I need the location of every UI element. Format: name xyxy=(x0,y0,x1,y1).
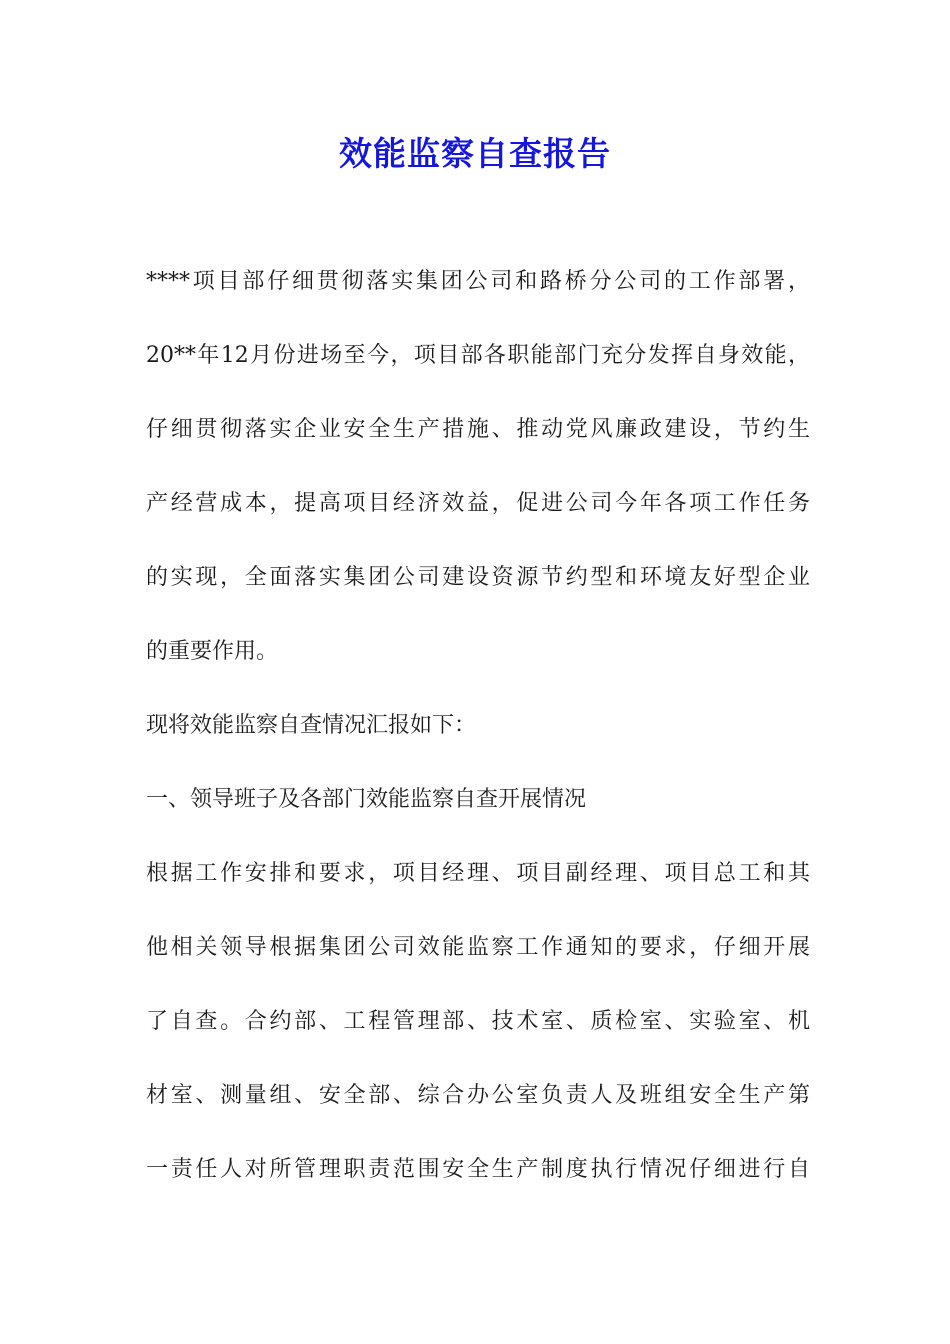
body-line: 产经营成本，提高项目经济效益，促进公司今年各项工作任务 xyxy=(146,491,810,516)
document-body xyxy=(146,260,810,1222)
body-line: 材室、测量组、安全部、综合办公室负责人及班组安全生产第 xyxy=(146,1083,810,1108)
body-line: 20**年12月份进场至今，项目部各职能部门充分发挥自身效能， xyxy=(146,343,810,368)
body-line: 了自查。合约部、工程管理部、技术室、质检室、实验室、机 xyxy=(146,1009,810,1034)
body-line: 他相关领导根据集团公司效能监察工作通知的要求，仔细开展 xyxy=(146,935,810,960)
body-line: 仔细贯彻落实企业安全生产措施、推动党风廉政建设，节约生 xyxy=(146,417,810,442)
body-line: 现将效能监察自查情况汇报如下： xyxy=(146,713,477,738)
body-line: 的重要作用。 xyxy=(146,639,279,664)
body-line: 根据工作安排和要求，项目经理、项目副经理、项目总工和其 xyxy=(146,861,810,886)
body-line: ****项目部仔细贯彻落实集团公司和路桥分公司的工作部署， xyxy=(146,269,810,294)
body-line: 一责任人对所管理职责范围安全生产制度执行情况仔细进行自 xyxy=(146,1157,810,1182)
document-title: 效能监察自查报告 xyxy=(339,134,611,173)
body-line: 的实现，全面落实集团公司建设资源节约型和环境友好型企业 xyxy=(146,565,810,590)
section-heading: 一、领导班子及各部门效能监察自查开展情况 xyxy=(146,787,587,812)
